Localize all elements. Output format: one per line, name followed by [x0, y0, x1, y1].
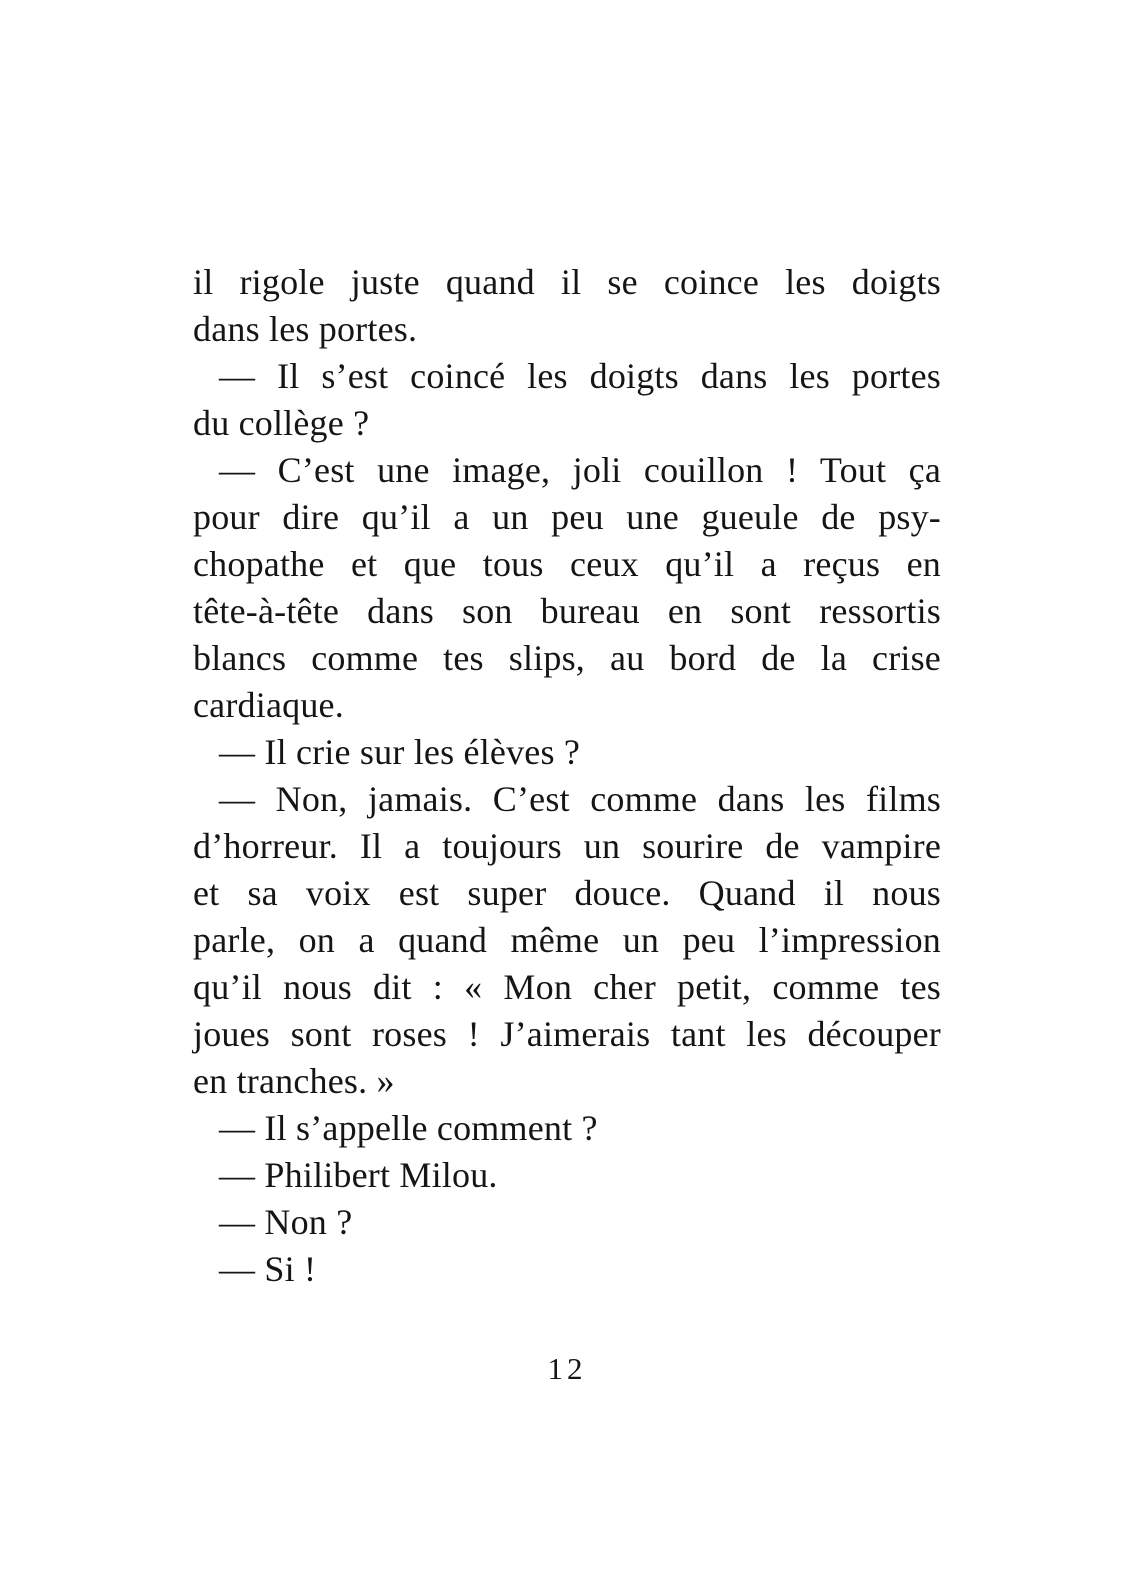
text-line: et sa voix est super douce. Quand il nous: [193, 873, 941, 913]
text-line: — Non, jamais. C’est comme dans les films: [219, 779, 941, 819]
text-line: — Il crie sur les élèves ?: [219, 732, 581, 772]
text-line: du collège ?: [193, 403, 370, 443]
text-line: — C’est une image, joli couillon ! Tout ça: [219, 450, 941, 490]
text-line: joues sont roses ! J’aimerais tant les découper: [193, 1014, 941, 1054]
text-line: tête-à-tête dans son bureau en sont ressortis: [193, 591, 941, 631]
text-line: — Non ?: [219, 1202, 353, 1242]
text-line: pour dire qu’il a un peu une gueule de psy-: [193, 497, 941, 537]
text-line: dans les portes.: [193, 309, 418, 349]
text-line: parle, on a quand même un peu l’impression: [193, 920, 941, 960]
body-text: [193, 259, 941, 1293]
text-line: il rigole juste quand il se coince les doigts: [193, 262, 941, 302]
text-line: — Il s’est coincé les doigts dans les portes: [219, 356, 941, 396]
text-line: en tranches. »: [193, 1061, 395, 1101]
text-line: qu’il nous dit : « Mon cher petit, comme tes: [193, 967, 941, 1007]
text-line: chopathe et que tous ceux qu’il a reçus en: [193, 544, 941, 584]
page-number: 12: [547, 1351, 587, 1386]
text-line: cardiaque.: [193, 685, 344, 725]
text-line: blancs comme tes slips, au bord de la crise: [193, 638, 941, 678]
text-line: d’horreur. Il a toujours un sourire de vampire: [193, 826, 941, 866]
text-line: — Philibert Milou.: [219, 1155, 498, 1195]
text-line: — Il s’appelle comment ?: [219, 1108, 598, 1148]
text-line: — Si !: [219, 1249, 317, 1289]
